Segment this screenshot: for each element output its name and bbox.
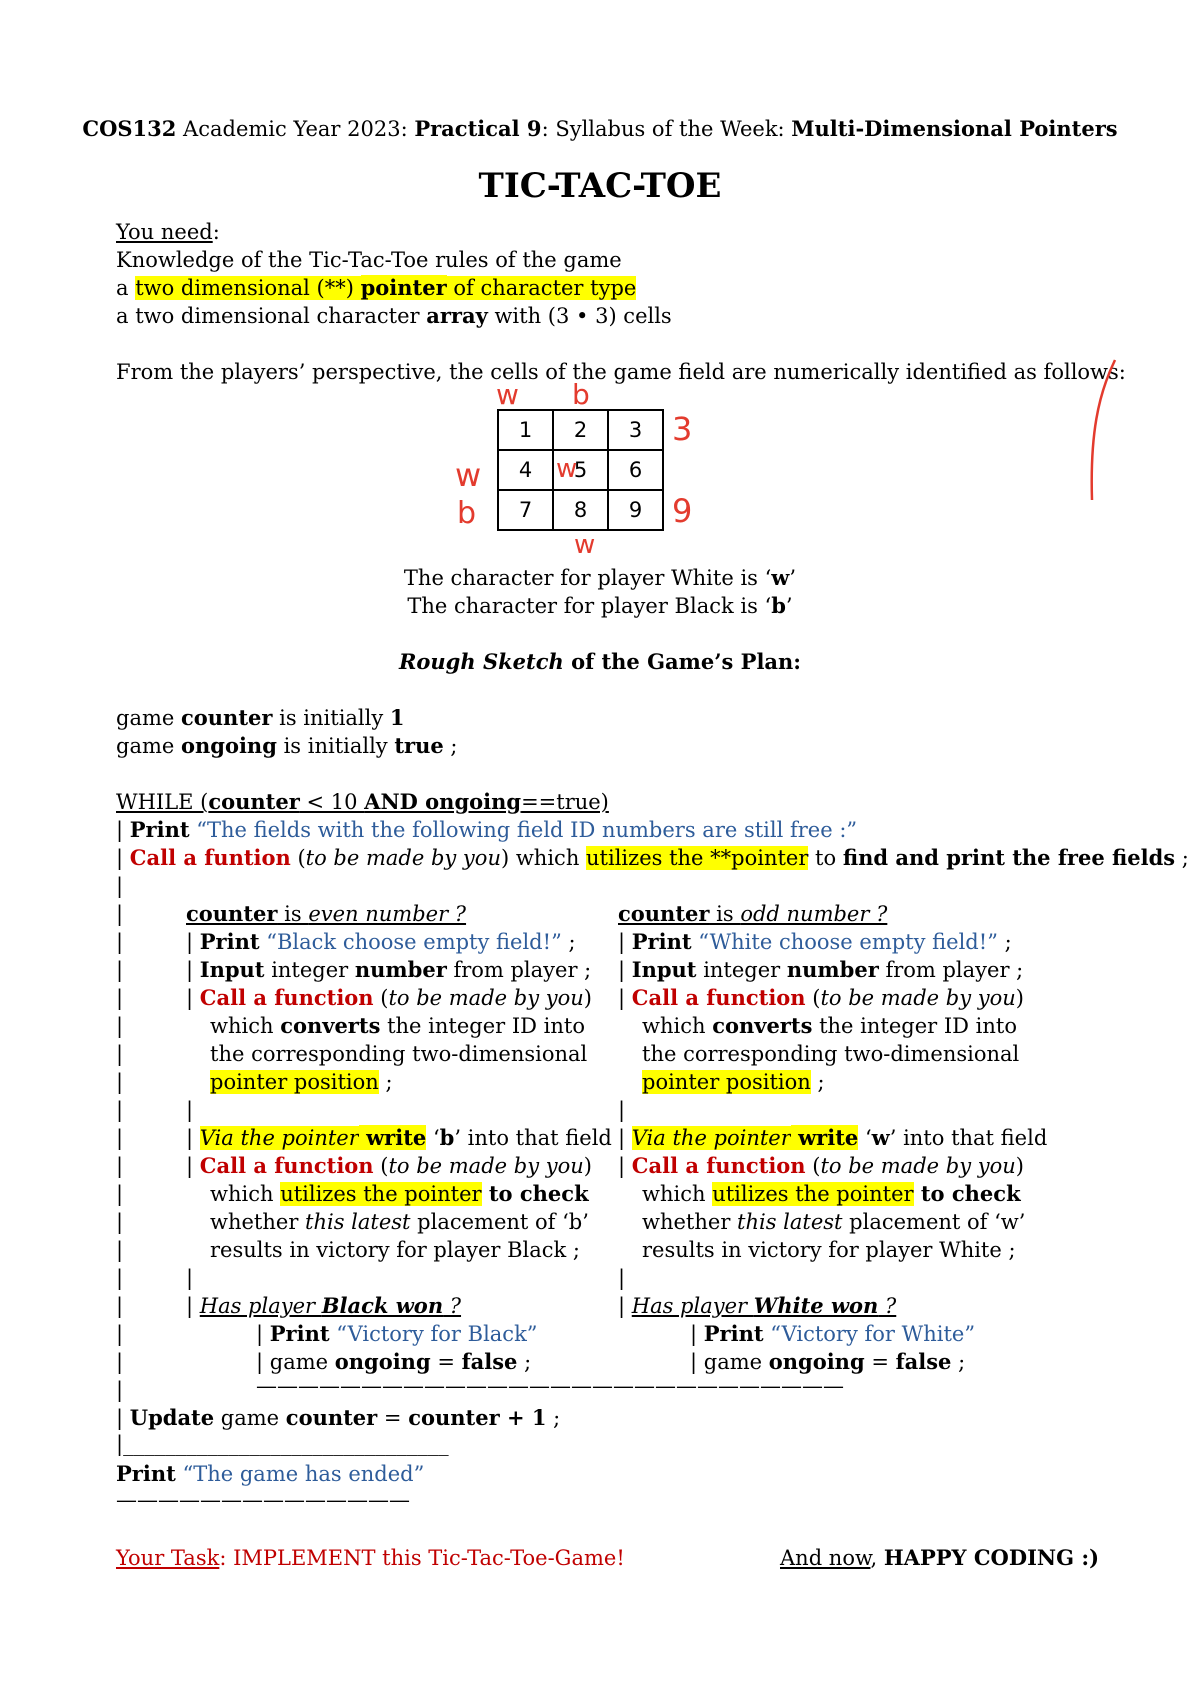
loop-print-free: | Print “The fields with the following field ID numbers are still free :” xyxy=(116,817,858,842)
odd-bar: | xyxy=(618,1098,626,1122)
odd-convert-2: the corresponding two-dimensional xyxy=(642,1042,1020,1066)
odd-call-convert: | Call a function (to be made by you) xyxy=(618,985,1024,1010)
margin-bar: | xyxy=(116,1266,124,1290)
even-call-convert: | Call a function (to be made by you) xyxy=(186,985,592,1010)
needs-heading: You need: xyxy=(116,220,220,244)
init-ongoing: game ongoing is initially true ; xyxy=(116,733,458,758)
margin-bar: | xyxy=(116,958,124,982)
grid-cell: 9 xyxy=(608,490,663,530)
pen-stroke-mark xyxy=(1080,355,1120,505)
odd-call-check: | Call a function (to be made by you) xyxy=(618,1153,1024,1178)
while-header: WHILE (counter < 10 AND ongoing==true) xyxy=(116,789,609,814)
practical-number: Practical 9 xyxy=(414,116,542,141)
odd-bar: | xyxy=(618,1266,626,1290)
even-call-check: | Call a function (to be made by you) xyxy=(186,1153,592,1178)
player-black-char: The character for player Black is ‘b’ xyxy=(407,593,793,618)
loop-close: |_______________________________ xyxy=(116,1432,449,1456)
odd-convert-1: which converts the integer ID into xyxy=(642,1013,1017,1038)
odd-ongoing-false: | game ongoing = false ; xyxy=(690,1349,966,1374)
handwritten-3: 3 xyxy=(672,410,693,448)
odd-convert-3: pointer position ; xyxy=(642,1070,825,1094)
odd-input: | Input integer number from player ; xyxy=(618,957,1024,982)
margin-bar: | xyxy=(116,1238,124,1262)
even-convert-2: the corresponding two-dimensional xyxy=(210,1042,588,1066)
topic-text: Multi-Dimensional Pointers xyxy=(791,116,1118,141)
handwritten-w-mid: w xyxy=(556,454,578,484)
margin-bar: | xyxy=(116,1350,124,1374)
even-ongoing-false: | game ongoing = false ; xyxy=(256,1349,532,1374)
perspective-text: From the players’ perspective, the cells of the game field are numerically identified as follows: xyxy=(116,360,1126,384)
margin-bar: | xyxy=(116,1210,124,1234)
odd-victory: | Print “Victory for White” xyxy=(690,1321,976,1346)
margin-bar: | xyxy=(116,1042,124,1066)
needs-line-2: a two dimensional (**) pointer of character type xyxy=(116,275,637,300)
margin-bar: | xyxy=(116,1014,124,1038)
even-check-2: whether this latest placement of ‘b’ xyxy=(210,1210,589,1234)
handwritten-w-bottom: w xyxy=(574,530,596,560)
margin-bar: | xyxy=(116,1182,124,1206)
course-code: COS132 xyxy=(82,116,177,141)
margin-bar: | xyxy=(116,1070,124,1094)
needs-line-3: a two dimensional character array with (3 • 3) cells xyxy=(116,303,672,328)
even-bar: | xyxy=(186,1266,194,1290)
odd-won-check: | Has player White won ? xyxy=(618,1293,897,1318)
end-rule: —————————————— xyxy=(116,1488,410,1512)
odd-check-3: results in victory for player White ; xyxy=(642,1238,1016,1262)
margin-bar: | xyxy=(116,986,124,1010)
grid-cell: 2 xyxy=(553,410,608,450)
margin-bar: | xyxy=(116,1098,124,1122)
grid-cell: 6 xyxy=(608,450,663,490)
handwritten-9: 9 xyxy=(672,492,693,530)
plan-title: Rough Sketch of the Game’s Plan: xyxy=(398,649,802,674)
even-print: | Print “Black choose empty field!” ; xyxy=(186,929,576,954)
margin-bar: | xyxy=(116,1126,124,1150)
odd-write: | Via the pointer write ‘w’ into that field xyxy=(618,1125,1048,1150)
init-counter: game counter is initially 1 xyxy=(116,705,405,730)
even-convert-1: which converts the integer ID into xyxy=(210,1013,585,1038)
even-check-3: results in victory for player Black ; xyxy=(210,1238,581,1262)
even-check-1: which utilizes the pointer to check xyxy=(210,1181,589,1206)
grid-cell: 8 xyxy=(553,490,608,530)
handwritten-w-left: w xyxy=(455,456,482,494)
print-end: Print “The game has ended” xyxy=(116,1461,425,1486)
odd-check-2: whether this latest placement of ‘w’ xyxy=(642,1210,1026,1234)
syllabus-text: : Syllabus of the Week: xyxy=(541,117,792,141)
happy-coding: And now, HAPPY CODING :) xyxy=(780,1545,1100,1570)
even-condition: counter is even number ? xyxy=(186,901,467,926)
even-convert-3: pointer position ; xyxy=(210,1070,393,1094)
grid-cell: 5 xyxy=(553,450,608,490)
margin-bar: | xyxy=(116,1378,124,1402)
update-counter: | Update game counter = counter + 1 ; xyxy=(116,1405,561,1430)
even-victory: | Print “Victory for Black” xyxy=(256,1321,538,1346)
grid-cell: 1 xyxy=(498,410,553,450)
grid-cell: 3 xyxy=(608,410,663,450)
odd-print: | Print “White choose empty field!” ; xyxy=(618,929,1012,954)
handwritten-w-top: w xyxy=(496,378,519,411)
branch-end-rule: ———————————————————————————— xyxy=(256,1374,844,1398)
grid-cell: 7 xyxy=(498,490,553,530)
page-title: TIC-TAC-TOE xyxy=(478,166,722,206)
even-won-check: | Has player Black won ? xyxy=(186,1293,462,1318)
your-task: Your Task: IMPLEMENT this Tic-Tac-Toe-Game! xyxy=(116,1546,625,1570)
odd-check-1: which utilizes the pointer to check xyxy=(642,1181,1021,1206)
needs-line-1: Knowledge of the Tic-Tac-Toe rules of the game xyxy=(116,248,622,272)
handwritten-b-top: b xyxy=(572,378,590,411)
margin-bar: | xyxy=(116,930,124,954)
margin-bar: | xyxy=(116,1154,124,1178)
year-text: Academic Year 2023: xyxy=(176,117,415,141)
even-write: | Via the pointer write ‘b’ into that field xyxy=(186,1125,612,1150)
odd-condition: counter is odd number ? xyxy=(618,901,888,926)
loop-call-free: | Call a funtion (to be made by you) which utilizes the **pointer to find and print the free fields ; xyxy=(116,845,1189,870)
player-white-char: The character for player White is ‘w’ xyxy=(403,565,797,590)
margin-bar: | xyxy=(116,1294,124,1318)
header-line xyxy=(0,115,1200,143)
game-field-grid xyxy=(497,409,664,531)
margin-bar: | xyxy=(116,1322,124,1346)
grid-cell: 4 xyxy=(498,450,553,490)
margin-bar: | xyxy=(116,902,124,926)
even-bar: | xyxy=(186,1098,194,1122)
handwritten-b-left: b xyxy=(457,496,477,531)
margin-bar: | xyxy=(116,874,124,898)
even-input: | Input integer number from player ; xyxy=(186,957,592,982)
